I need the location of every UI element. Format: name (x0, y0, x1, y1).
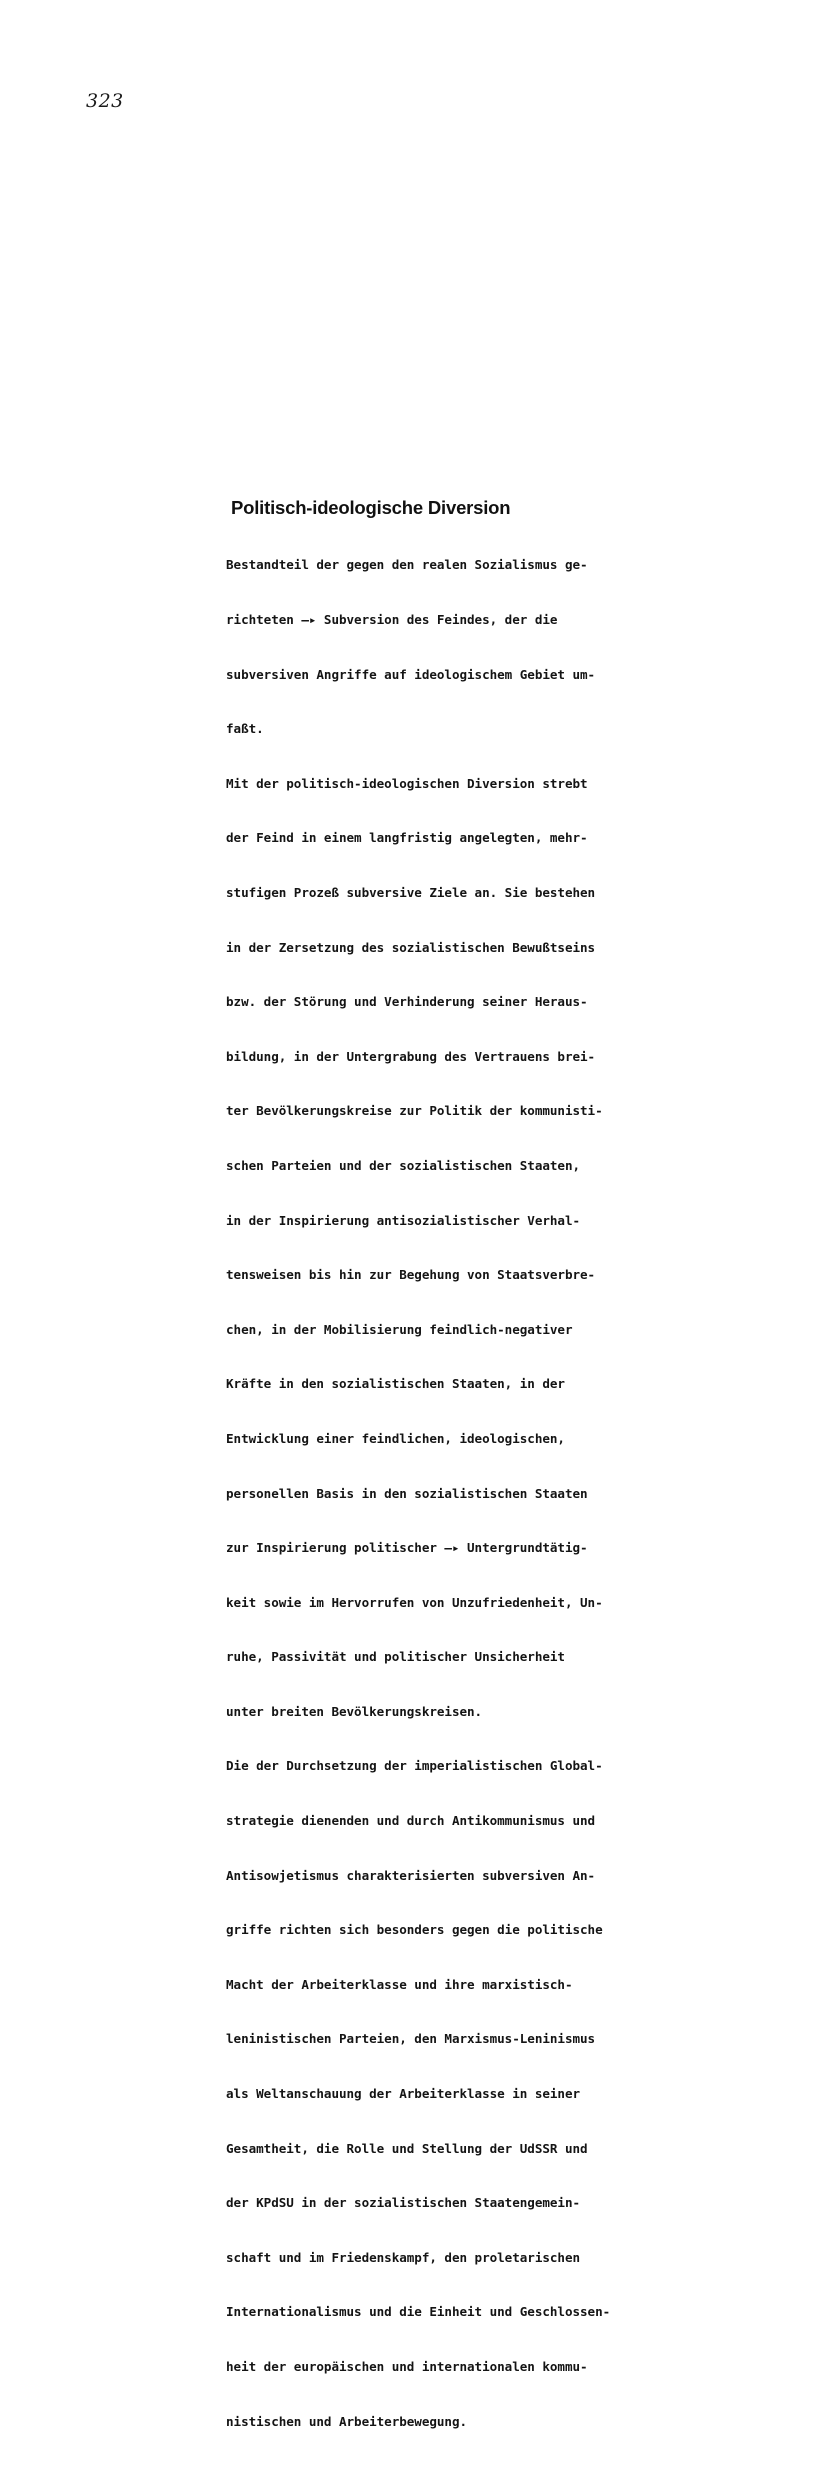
text-line: Die der Durchsetzung der imperialistischen Global- (226, 1758, 603, 1774)
text-line: tensweisen bis hin zur Begehung von Staatsverbre- (226, 1267, 596, 1283)
text-line: subversiven Angriffe auf ideologischem Gebiet um- (226, 666, 596, 682)
text-line: heit der europäischen und internationalen kommu- (226, 2359, 588, 2374)
entry-title: Politisch-ideologische Diversion (231, 497, 511, 518)
text-line: griffe richten sich besonders gegen die politische (226, 1922, 603, 1938)
text-line: ter Bevölkerungskreise zur Politik der kommunisti- (226, 1103, 603, 1119)
text-line: Mit der politisch-ideologischen Diversion strebt (226, 775, 588, 791)
text-line: der Feind in einem langfristig angelegten, mehr- (226, 830, 588, 846)
text-line: Entwicklung einer feindlichen, ideologischen, (226, 1430, 565, 1446)
text-line: zur Inspirierung politischer —▸ Untergrundtätig- (226, 1540, 588, 1556)
entry-body (226, 520, 746, 2467)
text-line: in der Inspirierung antisozialistischer Verhal- (226, 1212, 581, 1228)
text-line: der KPdSU in der sozialistischen Staatengemein- (226, 2195, 581, 2211)
text-line: schaft und im Friedenskampf, den proletarischen (226, 2249, 581, 2265)
text-line: unter breiten Bevölkerungskreisen. (226, 1703, 483, 1719)
text-line: ruhe, Passivität und politischer Unsicherheit (226, 1649, 565, 1665)
text-line: Internationalismus und die Einheit und Geschlossen- (226, 2304, 611, 2320)
text-line: Macht der Arbeiterklasse und ihre marxistisch- (226, 1976, 573, 1992)
text-line: schen Parteien und der sozialistischen Staaten, (226, 1157, 581, 1173)
text-line: faßt. (226, 721, 264, 737)
text-line: Kräfte in den sozialistischen Staaten, in der (226, 1376, 565, 1392)
text-line: richteten —▸ Subversion des Feindes, der die (226, 612, 558, 627)
text-line: stufigen Prozeß subversive Ziele an. Sie bestehen (226, 884, 596, 900)
lexicon-entry (226, 497, 746, 2467)
text-line: bildung, in der Untergrabung des Vertrauens brei- (226, 1048, 596, 1064)
text-line: als Weltanschauung der Arbeiterklasse in seiner (226, 2086, 581, 2102)
text-line: in der Zersetzung des sozialistischen Bewußtseins (226, 939, 596, 955)
text-line: Bestandteil der gegen den realen Sozialismus ge- (226, 557, 588, 573)
text-line: keit sowie im Hervorrufen von Unzufriedenheit, Un- (226, 1594, 603, 1610)
text-line: Gesamtheit, die Rolle und Stellung der UdSSR und (226, 2140, 588, 2156)
text-line: leninistischen Parteien, den Marxismus-Leninismus (226, 2031, 596, 2047)
text-line: strategie dienenden und durch Antikommunismus und (226, 1813, 596, 1829)
page-number: 323 (86, 90, 124, 112)
text-line: bzw. der Störung und Verhinderung seiner Heraus- (226, 994, 588, 1010)
text-line: nistischen und Arbeiterbewegung. (226, 2413, 468, 2429)
text-line: chen, in der Mobilisierung feindlich-negativer (226, 1321, 573, 1337)
text-line: Antisowjetismus charakterisierten subversiven An- (226, 1867, 596, 1883)
text-line: personellen Basis in den sozialistischen Staaten (226, 1485, 588, 1501)
